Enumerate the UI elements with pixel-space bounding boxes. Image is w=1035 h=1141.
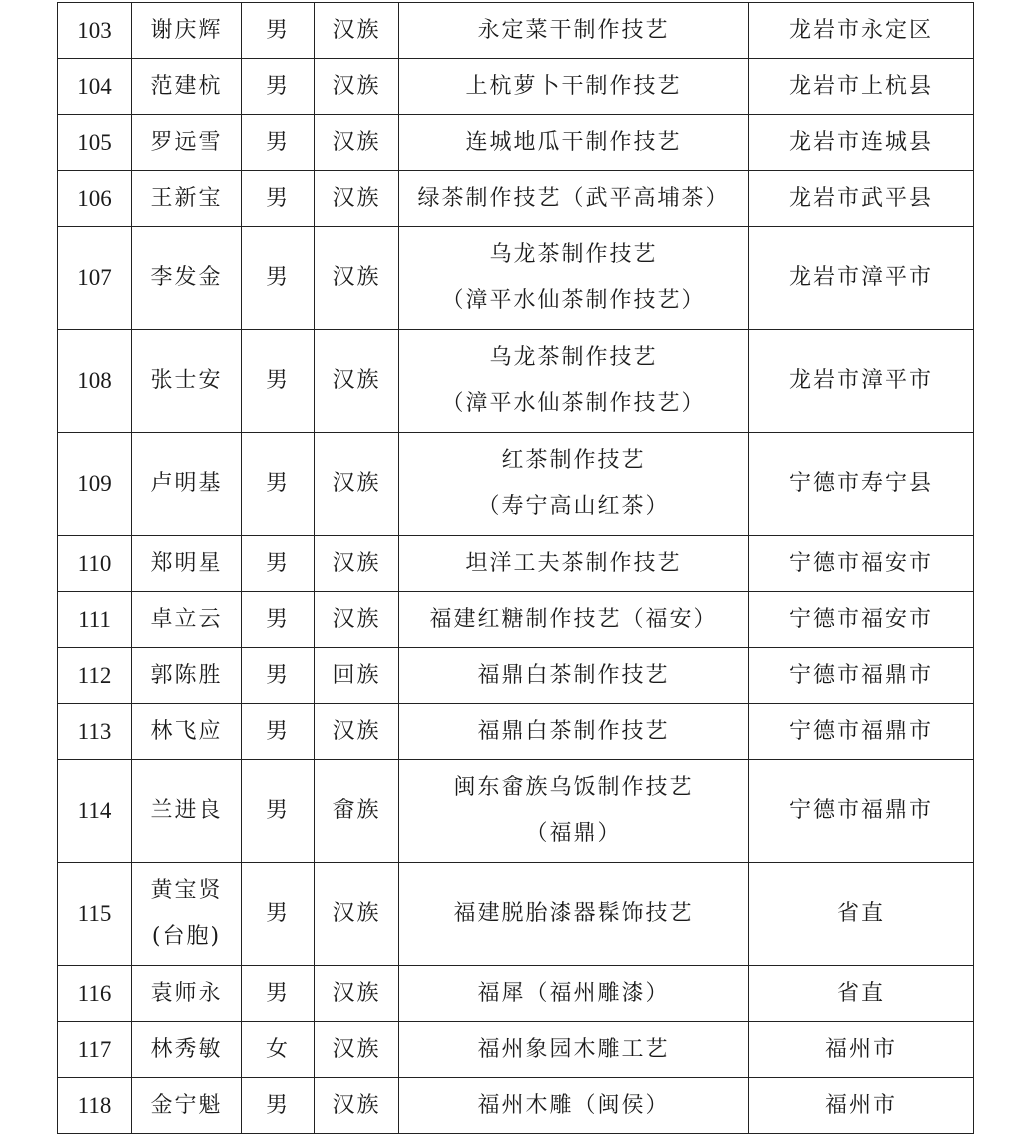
row-number: 111 [58,592,132,648]
ethnicity: 汉族 [315,59,399,115]
project-name: 乌龙茶制作技艺 （漳平水仙茶制作技艺） [399,330,749,433]
gender: 男 [242,227,315,330]
inheritor-name: 林秀敏 [132,1022,242,1078]
ethnicity: 汉族 [315,115,399,171]
inheritor-name: 郭陈胜 [132,648,242,704]
inheritor-name: 兰进良 [132,760,242,863]
ethnicity: 汉族 [315,863,399,966]
table-row [58,1078,974,1134]
gender: 男 [242,648,315,704]
ethnicity: 汉族 [315,3,399,59]
gender: 男 [242,760,315,863]
row-number: 103 [58,3,132,59]
inheritor-name: 王新宝 [132,171,242,227]
inheritor-name: 张士安 [132,330,242,433]
project-name: 福鼎白茶制作技艺 [399,704,749,760]
row-number: 105 [58,115,132,171]
project-name: 乌龙茶制作技艺 （漳平水仙茶制作技艺） [399,227,749,330]
gender: 男 [242,704,315,760]
region: 龙岩市漳平市 [749,227,974,330]
ethnicity: 汉族 [315,1022,399,1078]
gender: 男 [242,1078,315,1134]
row-number: 118 [58,1078,132,1134]
ethnicity: 回族 [315,648,399,704]
table-row [58,330,974,433]
region: 龙岩市上杭县 [749,59,974,115]
row-number: 115 [58,863,132,966]
ethnicity: 汉族 [315,1078,399,1134]
table-row [58,760,974,863]
row-number: 114 [58,760,132,863]
inheritor-name: 范建杭 [132,59,242,115]
row-number: 104 [58,59,132,115]
row-number: 108 [58,330,132,433]
project-name: 红茶制作技艺 （寿宁高山红茶） [399,433,749,536]
ethnicity: 汉族 [315,330,399,433]
ethnicity: 汉族 [315,966,399,1022]
inheritor-name: 金宁魁 [132,1078,242,1134]
inheritor-name: 郑明星 [132,536,242,592]
row-number: 110 [58,536,132,592]
region: 宁德市福安市 [749,536,974,592]
inheritor-name: 罗远雪 [132,115,242,171]
row-number: 112 [58,648,132,704]
project-name: 福鼎白茶制作技艺 [399,648,749,704]
table-row [58,3,974,59]
gender: 男 [242,171,315,227]
row-number: 106 [58,171,132,227]
ethnicity: 汉族 [315,704,399,760]
ethnicity: 汉族 [315,536,399,592]
table-row [58,704,974,760]
table-row [58,115,974,171]
table-row [58,1022,974,1078]
table-row [58,59,974,115]
project-name: 福州象园木雕工艺 [399,1022,749,1078]
inheritor-name: 黄宝贤 (台胞) [132,863,242,966]
inheritor-roster-table [57,2,974,1134]
row-number: 107 [58,227,132,330]
roster-body [58,3,974,1134]
region: 省直 [749,966,974,1022]
gender: 女 [242,1022,315,1078]
gender: 男 [242,115,315,171]
project-name: 绿茶制作技艺（武平高埔茶） [399,171,749,227]
row-number: 117 [58,1022,132,1078]
region: 省直 [749,863,974,966]
table-row [58,433,974,536]
region: 宁德市寿宁县 [749,433,974,536]
region: 龙岩市连城县 [749,115,974,171]
project-name: 永定菜干制作技艺 [399,3,749,59]
project-name: 福建脱胎漆器髹饰技艺 [399,863,749,966]
inheritor-name: 李发金 [132,227,242,330]
row-number: 116 [58,966,132,1022]
project-name: 闽东畲族乌饭制作技艺 （福鼎） [399,760,749,863]
table-row [58,227,974,330]
region: 宁德市福安市 [749,592,974,648]
project-name: 上杭萝卜干制作技艺 [399,59,749,115]
row-number: 113 [58,704,132,760]
gender: 男 [242,330,315,433]
project-name: 福建红糖制作技艺（福安） [399,592,749,648]
project-name: 连城地瓜干制作技艺 [399,115,749,171]
region: 福州市 [749,1078,974,1134]
project-name: 福犀（福州雕漆） [399,966,749,1022]
gender: 男 [242,863,315,966]
inheritor-name: 卓立云 [132,592,242,648]
table-row [58,648,974,704]
table-row [58,863,974,966]
gender: 男 [242,3,315,59]
ethnicity: 汉族 [315,433,399,536]
region: 宁德市福鼎市 [749,760,974,863]
ethnicity: 畲族 [315,760,399,863]
ethnicity: 汉族 [315,171,399,227]
region: 宁德市福鼎市 [749,704,974,760]
table-row [58,171,974,227]
gender: 男 [242,966,315,1022]
table-row [58,592,974,648]
region: 宁德市福鼎市 [749,648,974,704]
table-row [58,536,974,592]
gender: 男 [242,433,315,536]
ethnicity: 汉族 [315,227,399,330]
gender: 男 [242,536,315,592]
region: 龙岩市武平县 [749,171,974,227]
row-number: 109 [58,433,132,536]
region: 福州市 [749,1022,974,1078]
inheritor-name: 林飞应 [132,704,242,760]
inheritor-name: 谢庆辉 [132,3,242,59]
project-name: 福州木雕（闽侯） [399,1078,749,1134]
inheritor-name: 卢明基 [132,433,242,536]
table-row [58,966,974,1022]
gender: 男 [242,59,315,115]
inheritor-name: 袁师永 [132,966,242,1022]
region: 龙岩市漳平市 [749,330,974,433]
gender: 男 [242,592,315,648]
project-name: 坦洋工夫茶制作技艺 [399,536,749,592]
region: 龙岩市永定区 [749,3,974,59]
ethnicity: 汉族 [315,592,399,648]
